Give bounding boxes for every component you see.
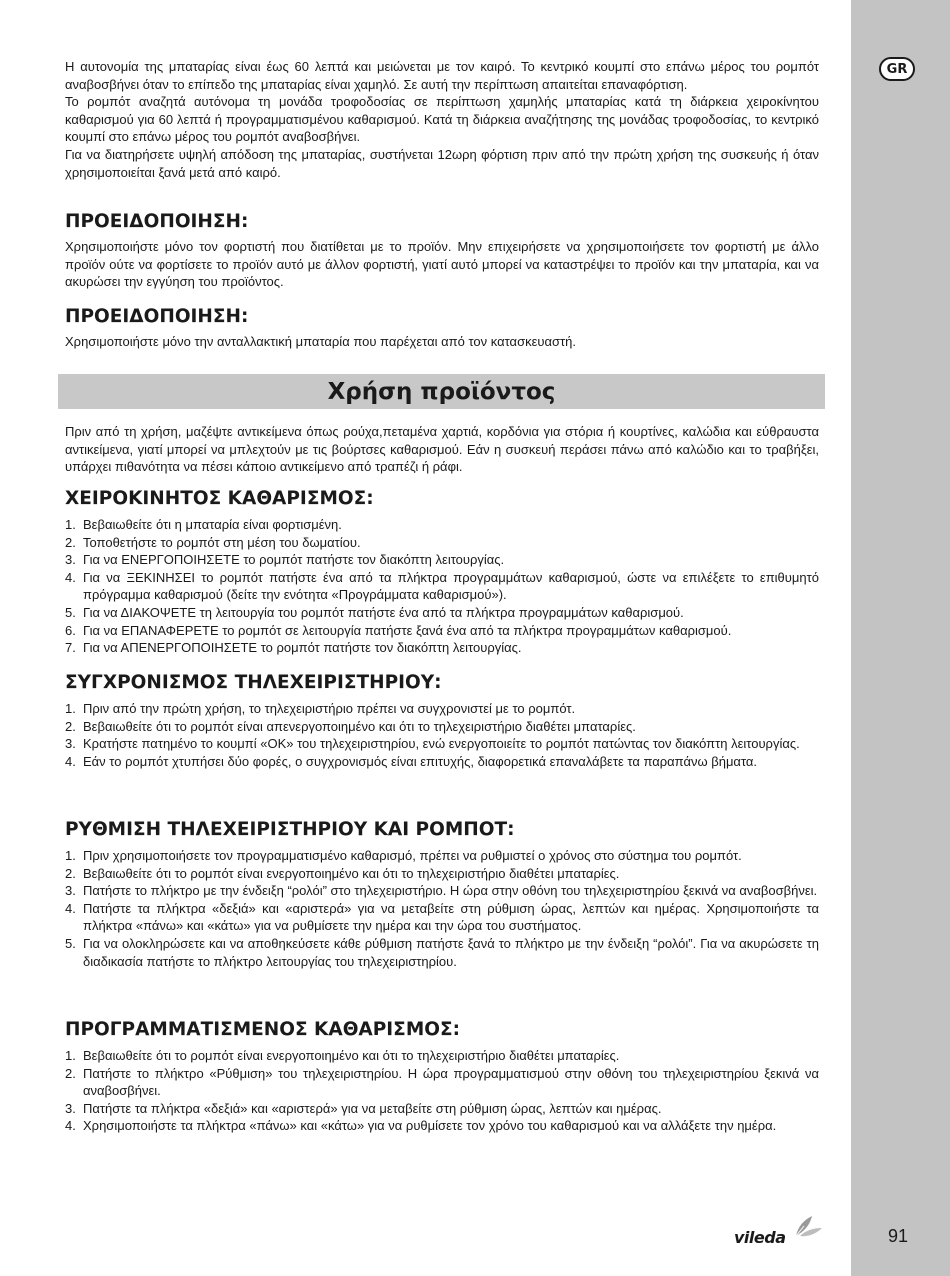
warning-section-2 [65, 305, 819, 351]
list-item: 3. Για να ΕΝΕΡΓΟΠΟΙΗΣΕΤΕ το ρομπότ πατήστε τον διακόπτη λειτουργίας. [65, 552, 505, 568]
warning-title: ΠΡΟΕΙΔΟΠΟΙΗΣΗ: [65, 211, 249, 232]
list-item: 4. Για να ΞΕΚΙΝΗΣΕΙ το ρομπότ πατήστε ένα από τα πλήκτρα προγραμμάτων καθαρισμού, ώστε να επιλέξετε το επιθυμητό πρόγραμμα καθαρισμού (δείτε την ενότητα «Προγράμματα καθαρισμού»). [65, 569, 819, 603]
remote-sync-section [65, 671, 819, 770]
usage-intro [65, 423, 819, 476]
list-item: 1. Πριν χρησιμοποιήσετε τον προγραμματισμένο καθαρισμό, πρέπει να ρυθμιστεί ο χρόνος στο σύστημα του ρομπότ. [65, 848, 742, 863]
steps-list [65, 516, 819, 657]
steps-list [65, 700, 819, 770]
warning-text: Χρησιμοποιήστε μόνο τον φορτιστή που διατίθεται με το προϊόν. Μην επιχειρήσετε να χρησιμοποιήσετε τον φορτιστή με άλλο προϊόν ούτε να φορτίσετε το προϊόν αυτό με άλλον φορτιστή, γιατί αυτό μπορεί να καταστρέψει το προϊόν και την μπαταρία, και να ακυρώσει την εγγύηση του προϊόντος. [65, 239, 819, 290]
list-item: 1. Βεβαιωθείτε ότι η μπαταρία είναι φορτισμένη. [65, 517, 342, 532]
intro-section [65, 58, 819, 181]
intro-paragraph-2: Το ρομπότ αναζητά αυτόνομα τη μονάδα τροφοδοσίας σε περίπτωση χαμηλής μπαταρίας κατά τη διάρκεια χειροκίνητου καθαρισμού για 60 λεπτά ή προγραμματισμένου καθαρισμού. Κατά τη διάρκεια αναζήτησης της μονάδας τροφοδοσίας, το κεντρικό κουμπί στο επάνω μέρος του ρομπότ αναβοσβήνει. [65, 94, 819, 145]
list-item: 5. Για να ΔΙΑΚΟΨΕΤΕ τη λειτουργία του ρομπότ πατήστε ένα από τα πλήκτρα προγραμμάτων καθαρισμού. [65, 604, 684, 620]
section-title: ΠΡΟΓΡΑΜΜΑΤΙΣΜΕΝΟΣ ΚΑΘΑΡΙΣΜΟΣ: [65, 1019, 460, 1040]
section-title: ΧΕΙΡΟΚΙΝΗΤΟΣ ΚΑΘΑΡΙΣΜΟΣ: [65, 488, 374, 509]
list-item: 2. Πατήστε το πλήκτρο «Ρύθμιση» του τηλεχειριστηρίου. Η ώρα προγραμματισμού στην οθόνη του τηλεχειριστηρίου ξεκινά να αναβοσβήνει. [65, 1065, 819, 1099]
list-item: 2. Βεβαιωθείτε ότι το ρομπότ είναι ενεργοποιημένο και ότι το τηλεχειριστήριο διαθέτει μπαταρίες. [65, 865, 620, 881]
warning-title: ΠΡΟΕΙΔΟΠΟΙΗΣΗ: [65, 306, 249, 327]
section-title: ΣΥΓΧΡΟΝΙΣΜΟΣ ΤΗΛΕΧΕΙΡΙΣΤΗΡΙΟΥ: [65, 672, 442, 693]
list-item: 6. Για να ΕΠΑΝΑΦΕΡΕΤΕ το ρομπότ σε λειτουργία πατήστε ξανά ένα από τα πλήκτρα προγραμμάτων καθαρισμού. [65, 622, 732, 638]
steps-list [65, 1047, 819, 1135]
language-badge: GR [879, 57, 915, 81]
warning-text: Χρησιμοποιήστε μόνο την ανταλλακτική μπαταρία που παρέχεται από τον κατασκευαστή. [65, 334, 577, 349]
list-item: 3. Πατήστε το πλήκτρο με την ένδειξη “ρολόι” στο τηλεχειριστήριο. Η ώρα στην οθόνη του τηλεχειριστηρίου ξεκινά να αναβοσβήνει. [65, 883, 818, 899]
logo-wordmark: vileda [734, 1228, 786, 1247]
list-item: 1. Βεβαιωθείτε ότι το ρομπότ είναι ενεργοποιημένο και ότι το τηλεχειριστήριο διαθέτει μπαταρίες. [65, 1048, 620, 1063]
list-item: 4. Πατήστε τα πλήκτρα «δεξιά» και «αριστερά» για να μεταβείτε στη ρύθμιση ώρας, λεπτών και ημέρας. Χρησιμοποιήστε τα πλήκτρα «πάνω» και «κάτω» για να ρυθμίσετε την ημέρα και την ώρα του συστήματος. [65, 900, 819, 934]
list-item: 4. Χρησιμοποιήστε τα πλήκτρα «πάνω» και «κάτω» για να ρυθμίσετε τον χρόνο του καθαρισμού και να αλλάξετε την ημέρα. [65, 1118, 777, 1134]
usage-intro-paragraph: Πριν από τη χρήση, μαζέψτε αντικείμενα όπως ρούχα,πεταμένα χαρτιά, κορδόνια για στόρια ή κουρτίνες, καλώδια και εύθραυστα αντικείμενα, γιατί μπορεί να μπλεχτούν με τις βούρτσες καθαρισμού. Εάν η συσκευή περάσει πάνω από καλώδιο και το τραβήξει, υπάρχει πιθανότητα να πέσει κάποιο αντικείμενο από τραπέζι ή ράφι. [65, 424, 819, 475]
intro-paragraph-1: Η αυτονομία της μπαταρίας είναι έως 60 λεπτά και μειώνεται με τον καιρό. Το κεντρικό κουμπί στο επάνω μέρος του ρομπότ αναβοσβήνει όταν το επίπεδο της μπαταρίας είναι χαμηλό. Σε αυτή την περίπτωση απαιτείται επαναφόρτιση. [65, 59, 819, 92]
list-item: 5. Για να ολοκληρώσετε και να αποθηκεύσετε κάθε ρύθμιση πατήστε ξανά το πλήκτρο με την ένδειξη “ρολόι”. Για να ακυρώσετε τη διαδικασία πατήστε το πλήκτρο λειτουργίας του τηλεχειριστηρίου. [65, 935, 819, 969]
banner-title: Χρήση προϊόντος [327, 378, 556, 405]
steps-list [65, 847, 819, 970]
intro-paragraph-3: Για να διατηρήσετε υψηλή απόδοση της μπαταρίας, συστήνεται 12ωρη φόρτιση πριν από την πρώτη χρήση της συσκευής ή όταν χρησιμοποιείται ξανά μετά από καιρό. [65, 146, 819, 180]
warning-section-1 [65, 210, 819, 291]
page-number: 91 [887, 1226, 909, 1246]
section-banner [58, 374, 825, 409]
list-item: 2. Βεβαιωθείτε ότι το ρομπότ είναι απενεργοποιημένο και ότι το τηλεχειριστήριο διαθέτει μπαταρίες. [65, 718, 636, 734]
section-title: ΡΥΘΜΙΣΗ ΤΗΛΕΧΕΙΡΙΣΤΗΡΙΟΥ ΚΑΙ ΡΟΜΠΟΤ: [65, 819, 515, 840]
vileda-logo [734, 1214, 824, 1250]
list-item: 4. Εάν το ρομπότ χτυπήσει δύο φορές, ο συγχρονισμός είναι επιτυχής, διαφορετικά επαναλάβετε τα παραπάνω βήματα. [65, 753, 758, 769]
list-item: 2. Τοποθετήστε το ρομπότ στη μέση του δωματίου. [65, 534, 361, 550]
leaf-icon [790, 1214, 824, 1242]
list-item: 7. Για να ΑΠΕΝΕΡΓΟΠΟΙΗΣΕΤΕ το ρομπότ πατήστε τον διακόπτη λειτουργίας. [65, 640, 522, 656]
remote-settings-section [65, 818, 819, 970]
list-item: 3. Πατήστε τα πλήκτρα «δεξιά» και «αριστερά» για να μεταβείτε στη ρύθμιση ώρας, λεπτών και ημέρας. [65, 1100, 662, 1116]
sidebar-strip [851, 0, 950, 1276]
scheduled-cleaning-section [65, 1018, 819, 1135]
manual-cleaning-section [65, 487, 819, 657]
list-item: 1. Πριν από την πρώτη χρήση, το τηλεχειριστήριο πρέπει να συγχρονιστεί με το ρομπότ. [65, 701, 576, 716]
list-item: 3. Κρατήστε πατημένο το κουμπί «ΟΚ» του τηλεχειριστηρίου, ενώ ενεργοποιείτε το ρομπότ πατώντας τον διακόπτη λειτουργίας. [65, 736, 800, 752]
